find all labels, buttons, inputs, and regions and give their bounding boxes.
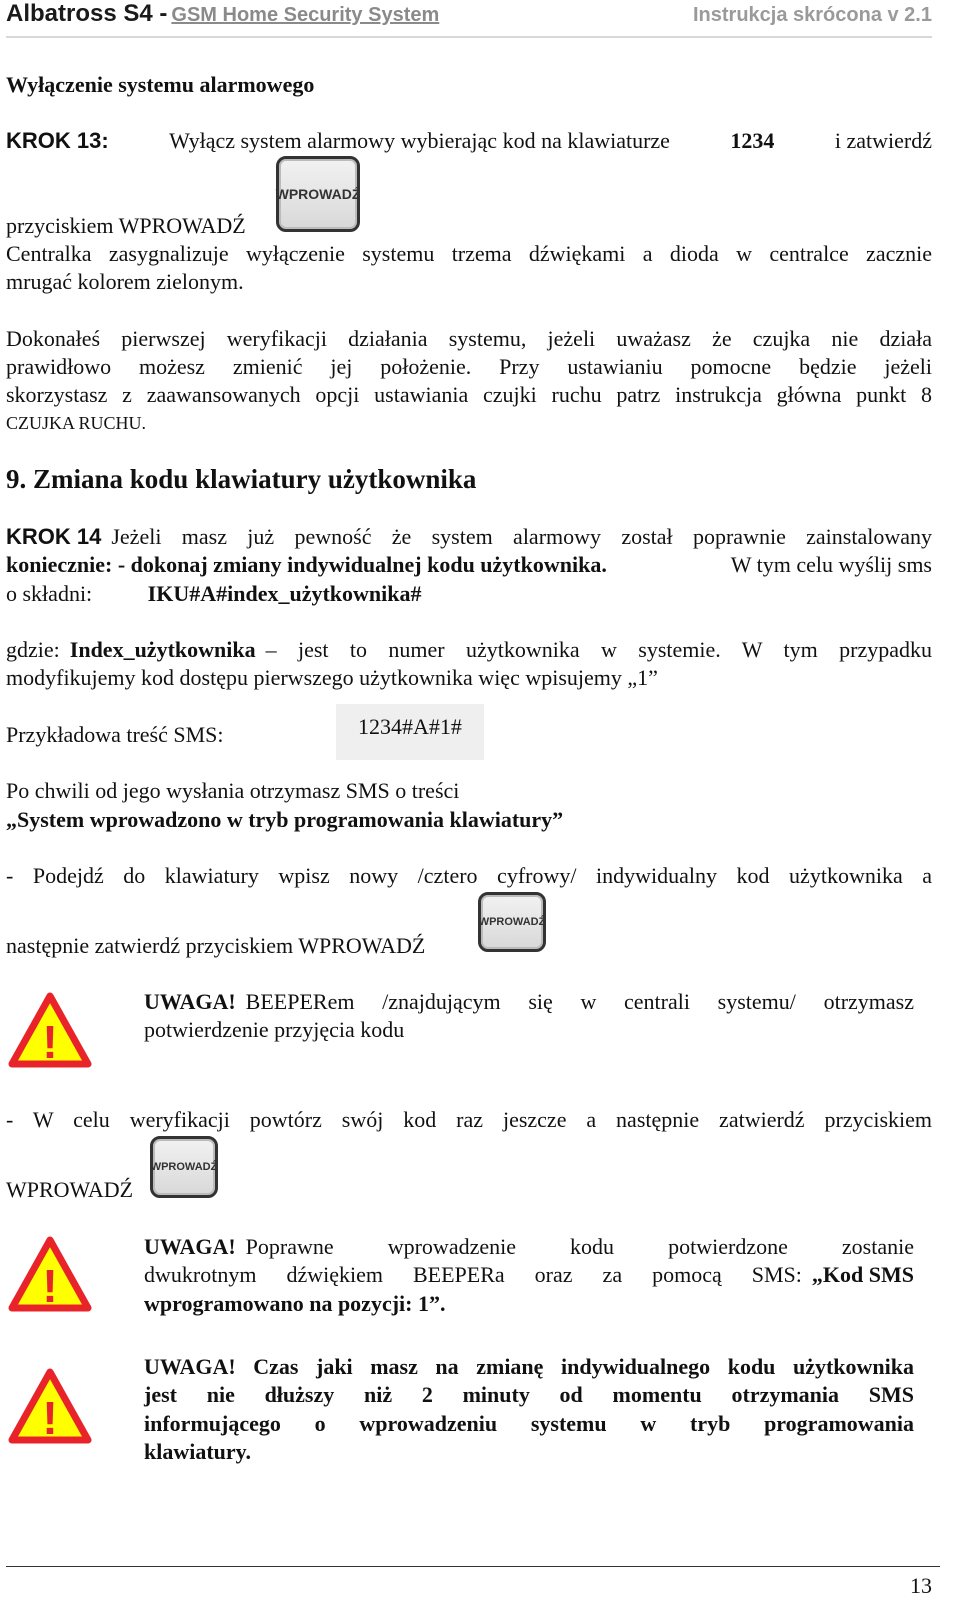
warning-3-line-4: klawiatury. [144,1439,251,1464]
warning-1-line-1 [144,988,914,1016]
page-number: 13 [910,1573,932,1598]
step-13-line [6,127,932,155]
header-title [6,0,439,28]
signal-line-2: mrugać kolorem zielonym. [6,269,244,294]
warning-2-text-2: dwukrotnym dźwiękiem BEEPERa oraz za pomocą SMS: [144,1262,802,1287]
step-14-line [6,523,932,551]
syntax-line [6,580,422,608]
reply-bold: „System wprowadzono w tryb programowania klawiatury” [6,807,564,832]
warning-2-text: Poprawne wprowadzenie kodu potwierdzone zostanie [245,1234,914,1259]
step-14-bold: koniecznie: - dokonaj zmiany indywidualnej kodu użytkownika. [6,552,607,577]
where-bold: Index_użytkownika [69,637,256,662]
step-14-text: Jeżeli masz już pewność że system alarmowy został poprawnie zainstalowany [111,524,932,549]
step-13-text-end: i zatwierdź [834,128,932,153]
warning-2-line-2 [144,1261,914,1289]
product-name: Albatross S4 - [6,0,168,27]
section-heading-disarm: Wyłączenie systemu alarmowego [6,72,315,97]
warning-2-line-1 [144,1233,914,1261]
syntax-label: o składni: [6,581,93,606]
wprowadz-button-icon: WPROWADŹ [276,156,360,232]
wprowadz-button-icon: WPROWADŹ [150,1136,218,1198]
step-14-label: KROK 14 [6,524,102,549]
warning-2-line-3: wprogramowano na pozycji: 1”. [144,1291,446,1316]
verify-line-2: prawidłowo możesz zmienić jej położenie. Przy ustawianiu pomocne będzie jeżeli [6,354,932,379]
step-13-button-line: przyciskiem WPROWADŹ [6,213,246,238]
warning-3-line-1: UWAGA! Czas jaki masz na zmianę indywidualnego kodu użytkownika [144,1354,914,1379]
wprowadz-button-icon: WPROWADŹ [478,892,546,952]
confirm-line: następnie zatwierdź przyciskiem WPROWADŹ [6,933,426,958]
step-14-after-bold: W tym celu wyślij sms [730,552,932,577]
warning-1-text: BEEPERem /znajdującym się w centrali systemu/ otrzymasz [245,989,914,1014]
modify-line: modyfikujemy kod dostępu pierwszego użytkownika więc wpisujemy „1” [6,665,658,690]
warning-glyph: ! [42,1016,58,1068]
warning-1-label: UWAGA! [144,989,236,1014]
where-line [6,636,932,664]
step-14-bold-line [6,551,932,579]
syntax-value: IKU#A#index_użytkownika# [147,581,422,606]
verify-repeat-line: - W celu weryfikacji powtórz swój kod raz jeszcze a następnie zatwierdź przyciskiem [6,1107,932,1132]
verify-line-1: Dokonałeś pierwszej weryfikacji działania systemu, jeżeli uważasz że czujka nie działa [6,326,932,351]
example-sms-box: 1234#A#1# [336,704,484,760]
section-9-heading: 9. Zmiana kodu klawiatury użytkownika [6,464,477,494]
warning-3-line-3: informującego o wprowadzeniu systemu w tryb programowania [144,1411,914,1436]
warning-triangle-icon [8,1368,92,1444]
example-label: Przykładowa treść SMS: [6,722,224,747]
warning-2-label: UWAGA! [144,1234,236,1259]
warning-glyph: ! [42,1392,58,1444]
verify-line-4: CZUJKA RUCHU. [6,413,147,433]
warning-2-quote: „Kod SMS [811,1262,914,1287]
warning-1-line-2: potwierdzenie przyjęcia kodu [144,1017,405,1042]
product-subtitle: GSM Home Security System [171,4,440,26]
step-13-label: KROK 13: [6,128,109,153]
footer-divider [6,1566,940,1567]
approach-line: - Podejdź do klawiatury wpisz nowy /cztero cyfrowy/ indywidualny kod użytkownika a [6,863,932,888]
verify-button-line: WPROWADŹ [6,1177,134,1202]
reply-line: Po chwili od jego wysłania otrzymasz SMS o treści [6,778,460,803]
warning-triangle-icon [8,1236,92,1312]
where-label: gdzie: [6,637,60,662]
signal-line-1: Centralka zasygnalizuje wyłączenie systemu trzema dźwiękami a dioda w centralce zacznie [6,241,932,266]
warning-3-line-2: jest nie dłuższy niż 2 minuty od momentu otrzymania SMS [144,1382,914,1407]
header-divider [6,36,932,38]
step-13-code: 1234 [730,128,775,153]
doc-label: Instrukcja skrócona v 2.1 [692,4,932,26]
warning-glyph: ! [42,1260,58,1312]
warning-triangle-icon [8,992,92,1068]
where-text: – jest to numer użytkownika w systemie. W tym przypadku [265,637,932,662]
step-13-text: Wyłącz system alarmowy wybierając kod na klawiaturze [169,128,670,153]
verify-line-3: skorzystasz z zaawansowanych opcji ustawiania czujki ruchu patrz instrukcja główna punkt 8 [6,382,932,407]
